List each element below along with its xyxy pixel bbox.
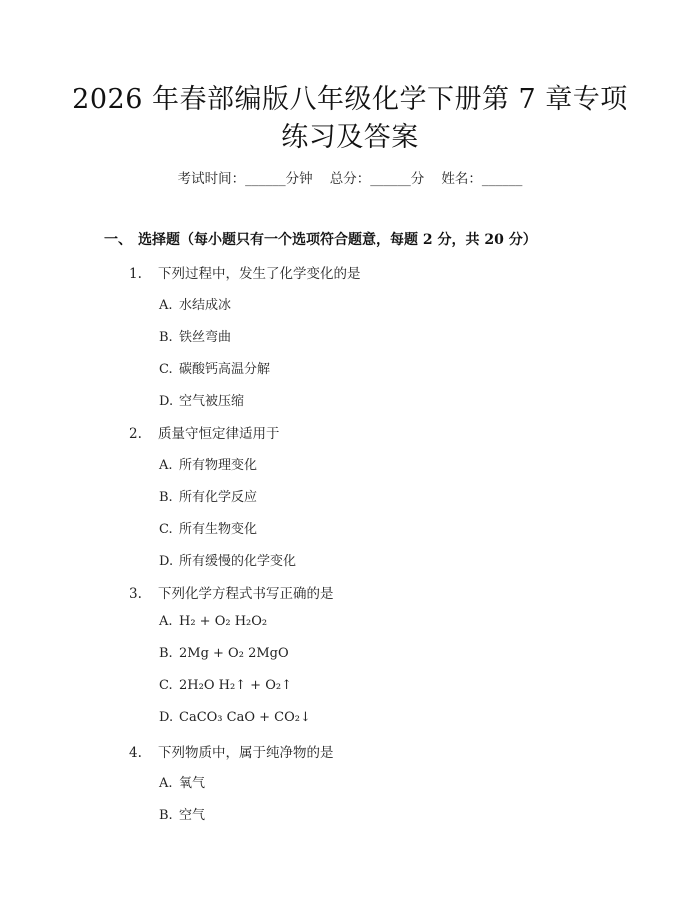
question-1 (129, 262, 361, 282)
option-text: 所有缓慢的化学变化 (179, 554, 297, 569)
option-letter: C. (159, 678, 173, 693)
question-2 (129, 422, 280, 442)
question-text: 下列过程中，发生了化学变化的是 (158, 266, 361, 282)
question-2-option-c (159, 518, 257, 537)
option-letter: B. (159, 330, 173, 345)
option-letter: D. (159, 710, 174, 725)
question-3-option-b (159, 646, 289, 661)
question-text: 下列化学方程式书写正确的是 (158, 586, 334, 602)
option-text: 2Mg + O₂ 2MgO (179, 646, 289, 661)
option-text: 所有化学反应 (179, 490, 258, 505)
question-3-option-d (159, 710, 311, 725)
option-letter: A. (159, 776, 173, 791)
document-title-line-1: 2026 年春部编版八年级化学下册第 7 章专项 (72, 84, 628, 115)
question-number: 3. (129, 586, 142, 602)
option-letter: C. (159, 522, 173, 537)
option-letter: D. (159, 554, 174, 569)
option-text: 所有物理变化 (179, 458, 258, 473)
option-text: 所有生物变化 (179, 522, 258, 537)
question-2-option-a (159, 454, 257, 473)
option-letter: A. (159, 614, 173, 629)
exam-info-line: 考试时间：______分钟 总分：______分 姓名：______ (177, 171, 523, 187)
option-letter: A. (159, 458, 173, 473)
question-3 (129, 582, 334, 602)
option-text: 碳酸钙高温分解 (179, 362, 271, 377)
question-text: 下列物质中，属于纯净物的是 (158, 745, 334, 761)
question-2-option-b (159, 486, 257, 505)
question-3-option-c (159, 678, 292, 693)
question-1-option-c (159, 358, 270, 377)
section-title: 选择题（每小题只有一个选项符合题意，每题 2 分，共 20 分） (138, 232, 537, 248)
question-1-option-d (159, 390, 244, 409)
option-letter: D. (159, 394, 174, 409)
question-2-option-d (159, 550, 296, 569)
option-text: 铁丝弯曲 (179, 330, 232, 345)
question-number: 2. (129, 426, 142, 442)
question-text: 质量守恒定律适用于 (158, 426, 280, 442)
option-letter: B. (159, 490, 173, 505)
option-text: 空气被压缩 (179, 394, 245, 409)
option-text: 氧气 (179, 776, 206, 791)
document-title-line-2: 练习及答案 (281, 122, 419, 153)
option-text: 水结成冰 (179, 298, 232, 313)
question-4-option-a (159, 772, 205, 791)
option-text: CaCO₃ CaO + CO₂↓ (179, 710, 311, 725)
question-number: 4. (129, 745, 142, 761)
question-number: 1. (129, 266, 142, 282)
section-heading (104, 229, 537, 249)
question-1-option-b (159, 326, 231, 345)
option-text: 2H₂O H₂↑ + O₂↑ (179, 678, 292, 693)
question-4 (129, 741, 334, 761)
option-letter: C. (159, 362, 173, 377)
question-1-option-a (159, 294, 231, 313)
section-number: 一、 (104, 232, 132, 248)
option-text: 空气 (179, 808, 206, 823)
option-letter: B. (159, 646, 173, 661)
question-3-option-a (159, 614, 267, 629)
option-text: H₂ + O₂ H₂O₂ (179, 614, 268, 629)
option-letter: A. (159, 298, 173, 313)
option-letter: B. (159, 808, 173, 823)
question-4-option-b (159, 804, 205, 823)
